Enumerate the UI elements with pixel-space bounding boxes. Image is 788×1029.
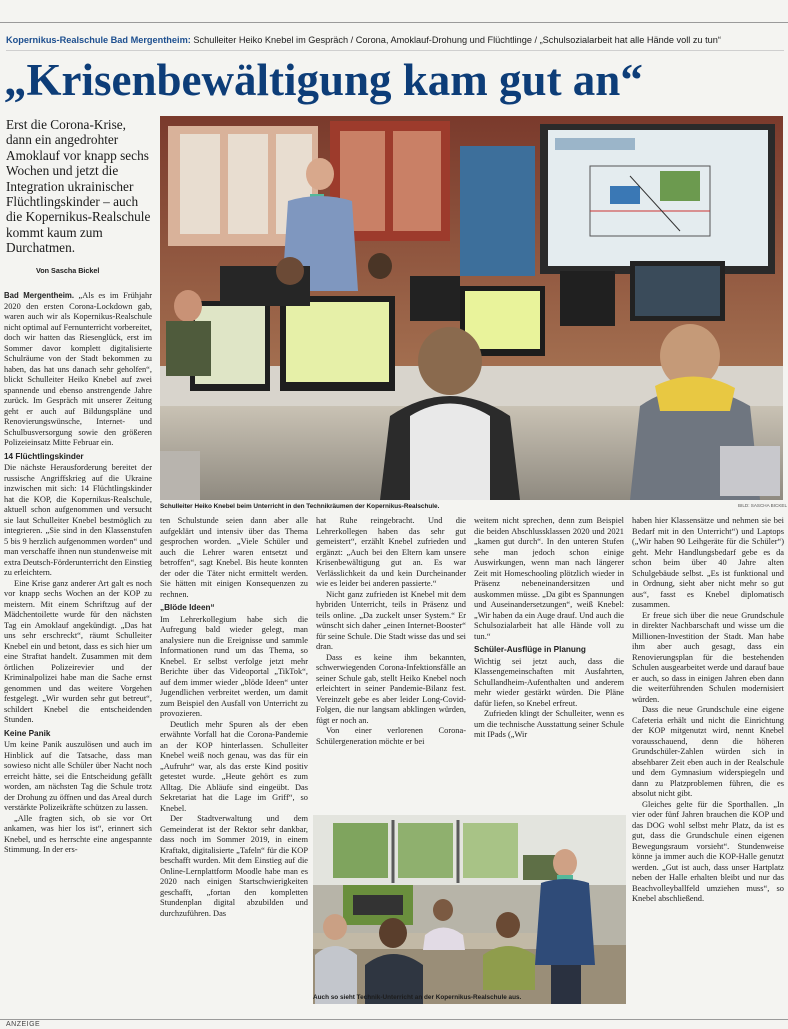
paragraph: Dass die neue Grundschule eine eigene Cafeteria erhält und nicht die Einrichtung der KOP mitgenutzt wird, nennt Knebel vorausschauend, denn die höheren Grundschüler-Zahlen würden sich in absehbarer Zeit eben auch in der Realschule und dem Gymnasium widerspiegeln und dann zu Platzproblemen führen, die es absolut nicht gibt. [632,705,784,798]
photo1-credit: BILD: SASCHA BICKEL [738,503,788,508]
subheading: „Blöde Ideen“ [160,603,215,612]
kicker-line [6,35,786,45]
paragraph: hat Ruhe reingebracht. Und die Lehrerkollegen haben das sehr gut gemeistert“, erzählt Knebel zufrieden und ergänzt: „Auch bei den Eltern kam unsere Krisenbewältigung gut an. Es war Verlässlichkeit da und kein Durcheinander wie es leider bei anderen passierte.“ [316,516,466,588]
photo2-caption: Auch so sieht Technik-Unterricht an der Kopernikus-Realschule aus. [313,994,522,1001]
paragraph: Dass es keine ihm bekannten, schwerwiegenden Corona-Infektionsfälle an seiner Schule gab, stellt Heiko Knebel noch erleichtert in seiner Pandemie-Bilanz fest. Vereinzelt gebe es aber leider Long-Covid-Folgen, die nur langsam abklingen würden, fügt er noch an. [316,652,466,725]
paragraph: Die nächste Herausforderung bereitet der russische Angriffskrieg auf die Ukraine inzwischen mit sich: 14 Flüchtlingskinder hat die KOP, die Kopernikus-Realschule, aktuell schon aufgenommen und versucht sie laut Schulleiter Knebel bestmöglich zu integrieren. „Sie sind in den Klassenstufen 5 bis 9 herzlich aufgenommen worden“ und man verschaffe ihnen nun stundenweise mit extra Deutsch-Förderunterricht den Einstieg zu erleichtern. [4,463,152,577]
paragraph: haben hier Klassensätze und nehmen sie bei Bedarf mit in den Unterricht“) und Laptops („Wir haben 90 Leihgeräte für die Schüler“) geht. Mehr Handlungsbedarf gebe es da schon beim über 40 Jahre alten Schulgebäude selbst. „Es ist funktional und in Ordnung, sieht aber nicht mehr so gut aus“, fasst es Knebel diplomatisch zusammen. [632,516,784,609]
subheading: Keine Panik [4,728,51,738]
intro-text: Erst die Corona-Krise, dann ein angedrohter Amoklauf vor knapp sechs Wochen und jetzt die Integration ukrainischer Flüchtlingskinder – auch die Kopernikus-Realschule kommt kaum zum Durchatmen. [6,117,151,256]
paragraph: ten Schulstunde seien dann aber alle aufgeklärt und intensiv über das Thema gesprochen worden. „Viele Schüler und auch die Lehrer waren entsetzt und betroffen“, sagt Knebel. Bis heute konnten der oder die Täter nicht ermittelt werden. Sie hätten mit einigen Konsequenzen zu rechnen. [160,516,308,599]
dateline: Bad Mergentheim. [4,291,74,300]
paragraph: Gleiches gelte für die Sporthallen. „In vier oder fünf Jahren brauchen die KOP und das DOG wohl selbst mehr Platz, da ist es gut, dass die Grundschule einen eigenen Bewegungsraum vorsieht“. Stundenweise könne ja immer auch die KOP-Halle genutzt werden. „Gut ist auch, dass unser Hartplatz neben der Halle erhalten bleibt und nur das Beachvolleyballfeld umziehen muss“, so Knebel abschließend. [632,799,784,903]
top-rule [0,22,788,23]
subheading: Schüler-Ausflüge in Planung [474,645,586,654]
kicker-topics: Schulleiter Heiko Knebel im Gespräch / Corona, Amoklauf-Drohung und Flüchtlinge / „Schulsozialarbeit hat alle Hände voll zu tun“ [193,35,721,45]
workshop-photo [313,815,626,1004]
classroom-photo [160,116,783,500]
paragraph [4,291,152,449]
paragraph: Deutlich mehr Spuren als der eben erwähnte Vorfall hat die Corona-Pandemie an der KOP hinterlassen. Schulleiter Knebel weiß noch genau, was das für ein „Aufruhr“ war, als das erste Kind positiv getestet wurde. „Heute gehört es zum Alltag. Die Abläufe sind eingeübt. Das Sekretariat hat die Lage im Griff“, so Knebel. [160,719,308,813]
paragraph: Eine Krise ganz anderer Art galt es noch vor knapp sechs Wochen an der KOP zu meistern. Mit einem Schriftzug auf der Mädchentoilette wurde für den nächsten Tag ein Amoklauf angekündigt. „Das hat uns sehr erschreckt“, räumt Schulleiter Knebel ein und betont, dass es sich hier um eine Straftat handelt. Zusammen mit dem örtlichen Polizeirevier und der Kriminalpolizei habe man die Sache ernst genommen und das weitere Vorgehen festgelegt. „Wir wurden sehr gut betreut“, schildert Knebel die entscheidenden Stunden. [4,578,152,724]
subheading: 14 Flüchtlingskinder [4,451,84,461]
headline: „Krisenbewältigung kam gut an“ [4,55,643,105]
column-2 [160,516,308,1014]
paragraph: Er freue sich über die neue Grundschule in direkter Nachbarschaft und wisse um die Millionen-Investition der Stadt. Man habe ihm aber auch gesagt, dass ein Renovierungsplan für die bestehenden Schulen ausgearbeitet werde und darauf baue er auch, so dass in einigen Jahren eben dann die weiterführenden Schulen modernisiert würden. [632,610,784,704]
paragraph: Im Lehrerkollegium habe sich die Aufregung bald wieder gelegt, man analysiere nun die Ereignisse und sammle Informationen rund um das Thema, so Knebel. Er selbst verfolge jetzt mehr Berichte über das Videoportal „TikTok“, auf dem immer wieder „blöde Ideen“ unter Jugendlichen verbreitet werden, um damit zum Beispiel den Ausfall von Unterricht zu provozieren. [160,614,308,718]
column-3 [316,516,466,812]
paragraph: Um keine Panik auszulösen und auch im Hinblick auf die Tatsache, dass man sowieso nicht alle Schüler über Nacht noch erreicht hätte, sei die Entscheidung gefällt worden, am nächsten Tag die Schule trotz der Drohung zu öffnen und das Areal durch verstärkte Polizeikräfte schützen zu lassen. [4,740,152,812]
paragraph-text: „Als es im Frühjahr 2020 den ersten Corona-Lockdown gab, waren auch wir als Kopernikus-Realschule nicht optimal auf Fernunterricht vorbereitet, doch wir hatten das Riesenglück, erst im Sommer davor komplett digitalisierte Schulräume von der Stadt bekommen zu haben, das hat uns danach sehr geholfen“, blickt Schulleiter Heiko Knebel auf zwei spannende und ebenso anstrengende Jahre zurück. Im Gespräch mit unserer Zeitung geht er auch auf Bildungspläne und Renovierungswünsche, Internet- und Schulbusversorgung sowie den größeren Polizeieinsatz Mitte Februar ein. [4,291,152,447]
paragraph: „Alle fragten sich, ob sie vor Ort ankamen, was hier los ist“, erinnert sich Knebel, und es herrschte eine angespannte Stimmung. In der ers- [4,813,152,854]
footer-rule [0,1019,788,1020]
photo1-caption: Schulleiter Heiko Knebel beim Unterricht in den Technikräumen der Kopernikus-Realschule. [160,503,440,510]
paragraph: Zufrieden klingt der Schulleiter, wenn es um die technische Ausstattung seiner Schule mit IPads („Wir [474,709,624,739]
kicker-rule [6,50,784,51]
paragraph: Wichtig sei jetzt auch, dass die Klassengemeinschaften mit Ausfahrten, Schullandheim-Aufenthalten und anderem mehr wieder gestärkt würden. Die Pläne dafür liefen, so Knebel erfreut. [474,656,624,708]
column-4 [474,516,624,812]
paragraph: Nicht ganz zufrieden ist Knebel mit dem hybriden Unterricht, teils in Präsenz und teils online. „Da zuckelt unser System.“ Er wünscht sich daher „einen Internet-Booster“ für seine Schule. Die Stadt wisse das und sei dran. [316,589,466,651]
paragraph: Der Stadtverwaltung und dem Gemeinderat ist der Rektor sehr dankbar, dass noch im Sommer 2019, in einem Kraftakt, digitalisierte „Tafeln“ für die KOP beschafft wurden. Mit dem Einstieg auf die Online-Lernplattform Moodle habe man es 2020 nach einigen Startschwierigkeiten geschafft, „fortan den kompletten Stundenplan digital abzubilden und durchzuführen. Das [160,814,308,918]
column-1 [4,291,152,1019]
kicker-school: Kopernikus-Realschule Bad Mergentheim: [6,35,191,45]
advertisement-label: ANZEIGE [6,1021,41,1028]
paragraph: weitem nicht sprechen, denn zum Beispiel die beiden Abschlussklassen 2020 und 2021 „kamen gut durch“. In den unteren Stufen sehe man jedoch schon einige Auswirkungen, wenn man nach längerer Zeit mit Homeschooling plötzlich wieder in Präsenz nebeneinandersitzen und auskommen müsse. „Da gibt es Spannungen und Auseinandersetzungen“, weiß Knebel: „Wir haben da ein Auge drauf. Und auch die Schulsozialarbeit hat alle Hände voll zu tun.“ [474,516,624,641]
byline: Von Sascha Bickel [36,266,100,275]
paragraph: Von einer verlorenen Corona-Schülergeneration möchte er bei [316,726,466,746]
column-5 [632,516,784,1016]
